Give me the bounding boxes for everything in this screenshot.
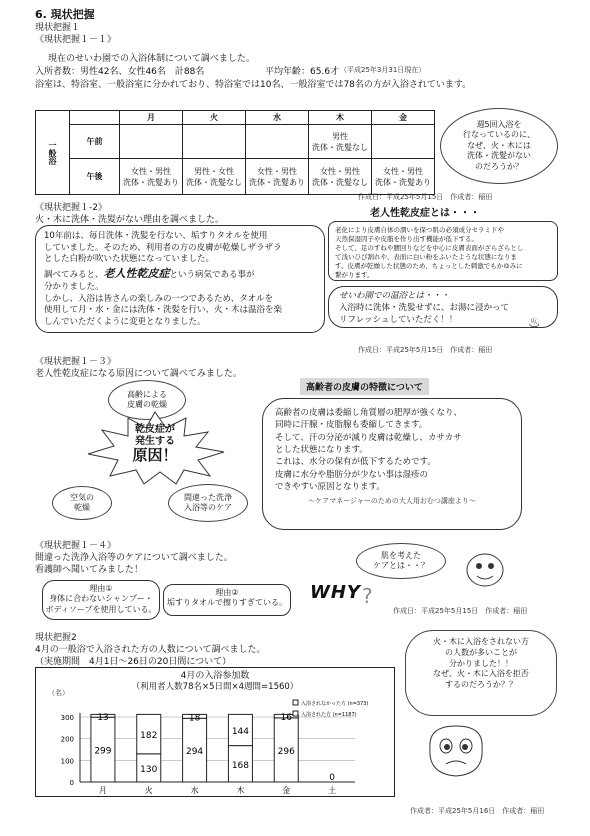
- data-label-skipped: 182: [140, 731, 158, 742]
- disease-desc-line: そして、足のすねや腰回りなどを中心に皮膚表面がざらざらとし: [335, 244, 524, 253]
- y-tick-label: 0: [69, 779, 74, 787]
- feature-line: とした状態になります。: [275, 444, 368, 455]
- credit-2: 作成日：平成25年5月15日 作成者：稲田: [358, 346, 493, 354]
- intro-date-note: （平成25年3月31日現在）: [340, 66, 426, 74]
- x-tick-label: 火: [144, 786, 153, 795]
- data-label-zero: 0: [329, 773, 335, 783]
- feature-box: [262, 398, 522, 530]
- bar-chart: [35, 667, 395, 797]
- day-header: 金: [372, 111, 435, 125]
- chart-subtitle: （利用者人数78名×5日間×4週間=1560）: [131, 682, 299, 692]
- worried-character-icon: [420, 718, 492, 782]
- pm-cell: 女性・男性 洗体・洗髪あり: [120, 159, 183, 195]
- data-label-bathed: 296: [277, 746, 295, 757]
- legend-swatch-skipped: [293, 700, 298, 705]
- why-text: WHY: [310, 582, 361, 603]
- reason1-title: 理由①: [89, 584, 113, 593]
- legend-label-bathed: 入浴された方 (n=1187): [301, 712, 357, 718]
- data-label-bathed: 130: [140, 764, 158, 775]
- disease-desc-line: 老化により皮膚自体の潤いを保つ肌の必須成分セラミドや: [335, 226, 504, 234]
- feature-line: 高齢者の皮膚は委縮し角質層の肥厚が強くなり、: [275, 408, 463, 418]
- reason2-title: 理由②: [215, 588, 239, 597]
- y-tick-label: 100: [60, 757, 74, 766]
- star-line: 原因！: [132, 446, 178, 464]
- sub12-body-line: とした白粉が吹いた状態になっていました。: [44, 254, 215, 265]
- sub12-title: 《現状把握１-2》: [35, 203, 107, 213]
- feature-title: 高齢者の皮膚の特徴について: [300, 378, 429, 395]
- feature-line: そして、汗の分泌が減り皮膚は乾燥し、カサカサ: [275, 432, 462, 443]
- day-header: 木: [309, 111, 372, 125]
- sub12-body-line-disease: [44, 266, 316, 282]
- pm-cell: 女性・男性 洗体・洗髪なし: [309, 159, 372, 195]
- sub12-body-text: 調べてみると、: [44, 270, 104, 281]
- pm-cell: 女性・男性 洗体・洗髪あり: [246, 159, 309, 195]
- sub12-body-line: しかし、入浴は皆さんの楽しみの一つであるため、タオルを: [44, 293, 274, 304]
- sub12-body-line: 分かりました。: [44, 281, 104, 292]
- sub2-line2: （実施期間 4月1日～26日の20日間について）: [35, 657, 232, 667]
- disease-header: 老人性乾皮症とは・・・: [370, 208, 480, 219]
- sub2-label: 現状把握2: [35, 633, 77, 643]
- legend-swatch-bathed: [293, 711, 298, 716]
- am-label: 午前: [70, 125, 120, 159]
- pm-cell: 男性・女性 洗体・洗髪なし: [183, 159, 246, 195]
- section-title: 6. 現状把握: [35, 8, 95, 21]
- chart-ylabel: （名）: [48, 689, 69, 697]
- am-cell: [120, 125, 183, 159]
- am-cell: [183, 125, 246, 159]
- bath-illustration-icon: ♨: [528, 315, 541, 331]
- sub12-subtitle: 火・木に洗体・洗髪がない理由を調べました。: [35, 215, 225, 225]
- am-cell: [246, 125, 309, 159]
- data-label-skipped: 18: [188, 713, 201, 724]
- reason1-body: 身体に合わないシャンプー・ ボディソープを使用している。: [45, 594, 157, 614]
- sub13-title: 《現状把握１－３》: [35, 357, 117, 367]
- sub2-line1: 4月の一般浴で入浴された方の人数について調べました。: [35, 645, 266, 655]
- intro-line1: 現在のせいわ園での入浴体制について調べました。: [48, 54, 255, 64]
- y-tick-label: 200: [60, 735, 74, 744]
- data-label-bathed: 168: [231, 760, 250, 771]
- cause-right-cloud: 間違った洗浄 入浴等のケア: [168, 484, 248, 522]
- onsen-line: リフレッシュしていただく！！: [339, 314, 458, 325]
- credit-3: 作成日：平成25年5月15日 作成者：稲田: [393, 607, 528, 615]
- conclusion-bubble: 火・木に入浴をされない方 の人数が多いことが 分かりました！！ なぜ、火・木に入浴を拒否 するのだろうか？？: [405, 630, 557, 716]
- question-cloud: 週5回入浴を 行なっているのに、 なぜ、火・木には 洗体・洗髪がない のだろうか？: [440, 108, 558, 184]
- data-label-skipped: 16: [280, 713, 292, 724]
- data-label-bathed: 294: [185, 747, 204, 758]
- onsen-line: 入浴時に洗体・洗髪せずに、お湯に浸かって: [339, 302, 510, 313]
- cause-left-cloud: 空気の 乾燥: [52, 486, 112, 520]
- disease-desc-box: [328, 221, 558, 281]
- feature-line: 皮膚に水分や脂肪分が少ない事は湿疹の: [275, 469, 429, 480]
- am-cell: 男性 洗体・洗髪なし: [309, 125, 372, 159]
- credit-4: 作成者：平成25年5月16日 作成者：稲田: [410, 807, 545, 815]
- sub13-subtitle: 老人性乾皮症になる原因について調べてみました。: [35, 369, 242, 379]
- am-cell: [372, 125, 435, 159]
- y-tick-label: 300: [60, 714, 74, 722]
- onsen-box: [328, 286, 558, 328]
- day-header: 水: [246, 111, 309, 125]
- disease-desc-line: 天然保湿因子や皮脂を作り出す機能が低下する。: [335, 235, 478, 244]
- chart-title: 4月の入浴参加数: [180, 671, 250, 681]
- feature-line: できやすい原因となります。: [275, 481, 385, 492]
- x-tick-label: 水: [190, 786, 199, 795]
- disease-name: 老人性乾皮症: [103, 267, 170, 281]
- legend-label-skipped: 入浴されなかった方 (n=373): [301, 701, 369, 707]
- disease-desc-line: 繋がります。: [335, 271, 374, 280]
- day-header: 月: [120, 111, 183, 125]
- x-tick-label: 木: [236, 786, 245, 795]
- intro-line3: 浴室は、特浴室、一般浴室に分かれており、特浴室では10名、一般浴室では78名の方が入浴されています。: [35, 80, 472, 90]
- feature-line: これは、水分の保有が低下するためです。: [275, 457, 436, 468]
- sub12-body-text: という病気である事が: [169, 270, 255, 281]
- star-text: [120, 424, 190, 464]
- onsen-title: せいわ園での温浴とは・・・: [339, 291, 450, 301]
- credit-1: 作成日：平成25年5月15日 作成者：稲田: [358, 193, 493, 201]
- sub1-title: 《現状把握１－１》: [35, 35, 117, 45]
- sub12-body-line: しんでいただくように変更となりました。: [44, 317, 206, 328]
- reason1-box: [42, 580, 160, 620]
- x-tick-label: 月: [98, 786, 107, 795]
- disease-desc-line: す。皮膚が乾燥した状態のため、ちょっとした刺激でもかゆみに: [335, 262, 523, 271]
- day-header: 火: [183, 111, 246, 125]
- x-tick-label: 土: [328, 786, 337, 795]
- schedule-row-header: 一般浴: [36, 111, 70, 195]
- feature-source: ～ケアマネージャーのための大人用おむつ講座より～: [308, 497, 476, 506]
- reason2-body: 垢すりタオルで擦りすぎている。: [167, 598, 287, 608]
- star-line: 乾皮症が: [135, 424, 175, 435]
- data-label-bathed: 299: [94, 746, 112, 757]
- character-illustration-icon: [455, 546, 515, 596]
- thought-cloud: 肌を考えた ケアとは・・？: [356, 543, 446, 579]
- pm-label: 午後: [70, 159, 120, 195]
- sub12-body-line: 使用して月・水・金には洗体・洗髪を行い、火・木は温浴を楽: [44, 305, 283, 316]
- schedule-table: [35, 110, 435, 195]
- sub12-body-box: [35, 225, 325, 333]
- data-label-skipped: 144: [231, 727, 250, 737]
- sub14-title: 《現状把握１－４》: [35, 541, 117, 551]
- x-tick-label: 金: [282, 786, 291, 795]
- disease-desc-line: て浅いひび割れや、表面に白い粉をふいたような状態になりま: [335, 253, 517, 262]
- reason2-box: [163, 584, 291, 616]
- feature-line: 同時に汗腺・皮脂腺も委縮してきます。: [275, 420, 428, 431]
- intro-avg-age: 平均年齢：65.6才: [265, 67, 340, 77]
- intro-line2: 入所者数：男性42名、女性46名 計88名: [35, 67, 205, 77]
- sub14-subtitle2: 看護師へ聞いてみました！: [35, 565, 144, 575]
- cause-top-cloud: 高齢による 皮膚の乾燥: [108, 380, 186, 420]
- sub1-label: 現状把握１: [35, 23, 81, 33]
- pm-cell: 女性・男性 洗体・洗髪あり: [372, 159, 435, 195]
- star-line: 発生する: [135, 435, 175, 447]
- sub14-subtitle1: 間違った洗浄入浴等のケアについて調べました。: [35, 553, 233, 563]
- data-label-skipped: 13: [97, 712, 109, 723]
- sub12-body-line: 10年前は、毎日洗体・洗髪を行ない、垢すりタオルを使用: [44, 231, 268, 241]
- sub12-body-line: していました。そのため、利用者の方の皮膚が乾燥しザラザラ: [44, 242, 282, 253]
- question-mark-icon: ?: [362, 584, 373, 608]
